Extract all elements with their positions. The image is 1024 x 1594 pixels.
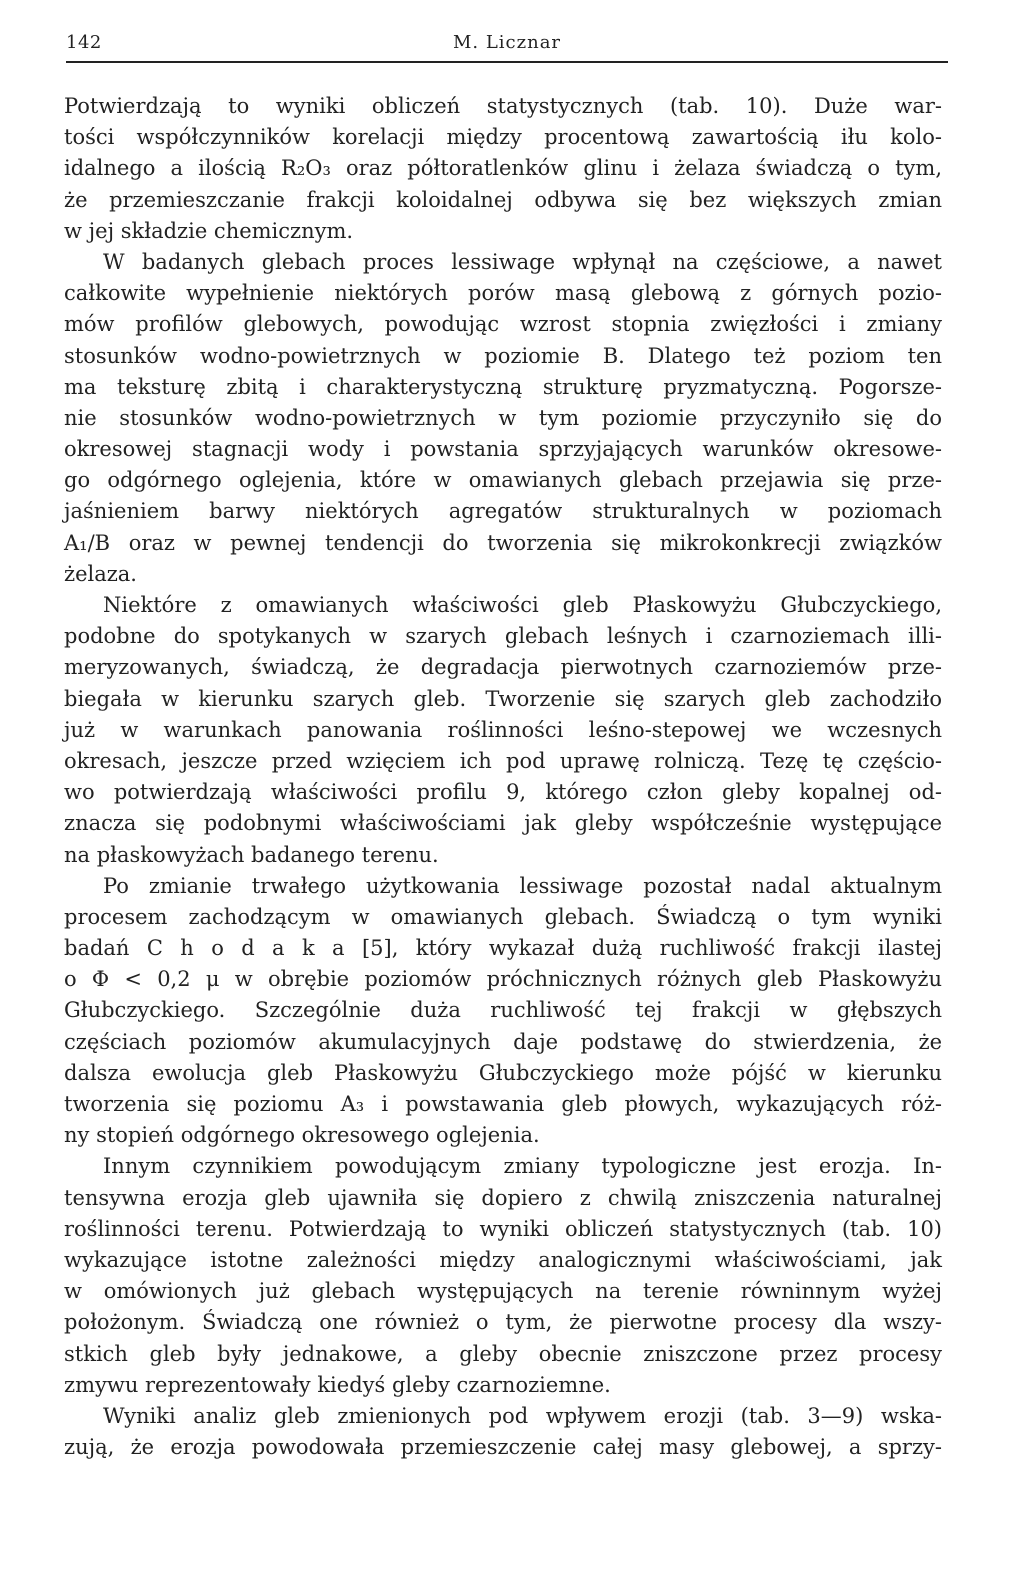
paragraph-5-line: Innym czynnikiem powodującym zmiany typologiczne jest erozja. In- [103,1154,942,1179]
paragraph-5-line: stkich gleb były jednakowe, a gleby obecnie zniszczone przez procesy [64,1341,942,1366]
paragraph-3-line: meryzowanych, świadczą, że degradacja pierwotnych czarnoziemów prze- [64,655,942,680]
paragraph-4-line: częściach poziomów akumulacyjnych daje podstawę do stwierdzenia, że [64,1029,942,1054]
paragraph-6-line: zują, że erozja powodowała przemieszczenie całej masy glebowej, a sprzy- [64,1435,942,1460]
header-rule [66,61,948,63]
paragraph-1-line: idalnego a ilością R₂O₃ oraz półtoratlenków glinu i żelaza świadczą o tym, [64,156,942,181]
paragraph-2-line: żelaza. [64,561,137,586]
paragraph-5-line: wykazujące istotne zależności między analogicznymi właściwościami, jak [64,1247,942,1272]
paragraph-4-line: ny stopień odgórnego okresowego oglejenia. [64,1123,540,1148]
paragraph-3-line: Niektóre z omawianych właściwości gleb Płaskowyżu Głubczyckiego, [103,593,942,617]
paragraph-3-line: podobne do spotykanych w szarych glebach leśnych i czarnoziemach illi- [64,624,942,649]
paragraph-3-line: biegała w kierunku szarych gleb. Tworzenie się szarych gleb zachodziło [64,686,942,711]
page-number: 142 [66,32,102,53]
paragraph-5-line: położonym. Świadczą one również o tym, że pierwotne procesy dla wszy- [64,1310,942,1335]
paragraph-3-line: wo potwierdzają właściwości profilu 9, którego człon gleby kopalnej od- [64,780,942,805]
paragraph-1-line: w jej składzie chemicznym. [64,218,354,243]
paragraph-2-line: W badanych glebach proces lessiwage wpłynął na częściowe, a nawet [103,249,942,274]
paragraph-1-line: Potwierdzają to wyniki obliczeń statystycznych (tab. 10). Duże war- [64,94,942,118]
paragraph-5-line: tensywna erozja gleb ujawniła się dopiero z chwilą zniszczenia naturalnej [64,1185,942,1210]
paragraph-4-line: Głubczyckiego. Szczególnie duża ruchliwość tej frakcji w głębszych [64,998,942,1023]
paragraph-6-line: Wyniki analiz gleb zmienionych pod wpływem erozji (tab. 3—9) wska- [103,1403,942,1428]
paragraph-2-line: A₁/B oraz w pewnej tendencji do tworzenia się mikrokonkrecji związków [64,530,942,555]
paragraph-3-line: okresach, jeszcze przed wzięciem ich pod uprawę rolniczą. Tezę tę częścio- [64,748,942,773]
paragraph-1-line: że przemieszczanie frakcji koloidalnej odbywa się bez większych zmian [64,187,942,212]
paragraph-2-line: go odgórnego oglejenia, które w omawianych glebach przejawia się prze- [64,468,942,493]
paragraph-3-line: na płaskowyżach badanego terenu. [64,842,439,867]
paragraph-3-line: już w warunkach panowania roślinności leśno-stepowej we wczesnych [64,717,942,742]
article-body [64,91,942,1463]
paragraph-5-line: w omówionych już glebach występujących na terenie równinnym wyżej [64,1279,942,1304]
page-header [66,32,948,62]
paragraph-2-line: jaśnieniem barwy niektórych agregatów strukturalnych w poziomach [64,499,942,524]
paragraph-1-line: tości współczynników korelacji między procentową zawartością iłu kolo- [64,125,942,150]
paragraph-2-line: ma teksturę zbitą i charakterystyczną strukturę pryzmatyczną. Pogorsze- [64,374,942,399]
paragraph-4-line: o Φ < 0,2 μ w obrębie poziomów próchnicznych różnych gleb Płaskowyżu [64,967,942,992]
paragraph-4-line: dalsza ewolucja gleb Płaskowyżu Głubczyckiego może pójść w kierunku [64,1060,942,1085]
paragraph-4-line: tworzenia się poziomu A₃ i powstawania gleb płowych, wykazujących róż- [64,1092,942,1116]
paragraph-5-line: zmywu reprezentowały kiedyś gleby czarnoziemne. [64,1372,611,1397]
paragraph-5-line: roślinności terenu. Potwierdzają to wyniki obliczeń statystycznych (tab. 10) [64,1216,942,1241]
paragraph-3-line: znacza się podobnymi właściwościami jak gleby współcześnie występujące [64,811,942,836]
paragraph-4-line: badań C h o d a k a [5], który wykazał dużą ruchliwość frakcji ilastej [64,936,942,961]
paragraph-2-line: okresowej stagnacji wody i powstania sprzyjających warunków okresowe- [64,437,942,462]
paragraph-2-line: całkowite wypełnienie niektórych porów masą glebową z górnych pozio- [64,281,942,306]
paragraph-2-line: mów profilów glebowych, powodując wzrost stopnia zwięzłości i zmiany [64,312,942,337]
paragraph-4-line: procesem zachodzącym w omawianych glebach. Świadczą o tym wyniki [64,904,942,929]
paragraph-4-line: Po zmianie trwałego użytkowania lessiwage pozostał nadal aktualnym [103,873,942,898]
paragraph-2-line: nie stosunków wodno-powietrznych w tym poziomie przyczyniło się do [64,405,942,430]
paragraph-2-line: stosunków wodno-powietrznych w poziomie B. Dlatego też poziom ten [64,343,942,368]
running-title: M. Licznar [452,32,562,53]
